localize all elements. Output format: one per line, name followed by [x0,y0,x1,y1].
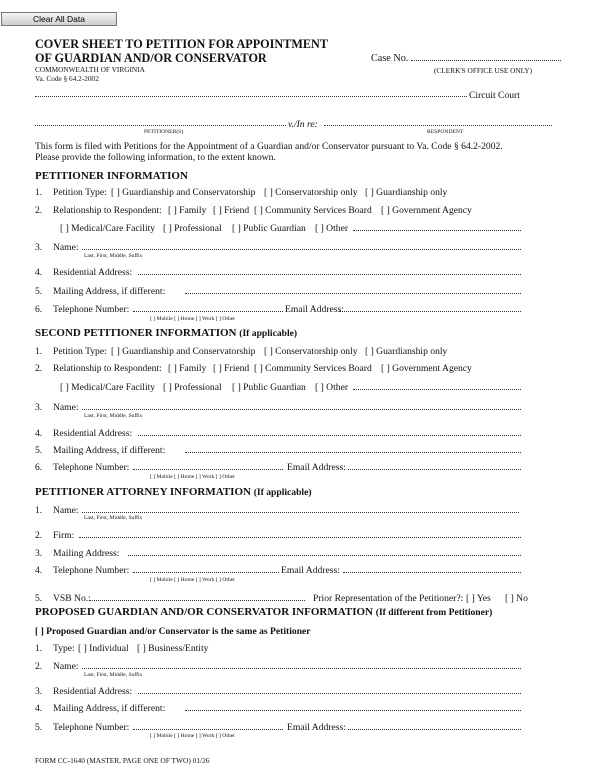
second-petitioner-subtitle: (If applicable) [239,328,298,339]
other-relationship-field[interactable] [353,222,521,231]
section-attorney-heading [35,486,312,498]
second-petitioner-residential-field[interactable] [138,427,521,436]
petitioners-field[interactable] [35,117,286,126]
name-label: Name: [53,402,79,413]
checkbox-conservatorship-only[interactable]: [ ] Conservatorship only [264,346,358,357]
item-number: 3. [35,402,43,413]
item-number: 1. [35,187,43,198]
item-number: 3. [35,686,43,697]
item-number: 2. [35,530,43,541]
item-number: 4. [35,428,43,439]
mailing-address-label: Mailing Address: [53,548,120,559]
intro-line-1: This form is filed with Petitions for the Appointment of a Guardian and/or Conservator pursuant to Va. Code § 64.2-2002. [35,141,503,152]
petitioner-mailing-address-field[interactable] [185,285,521,294]
guardian-telephone-field[interactable] [133,721,283,730]
case-no-field[interactable] [411,52,561,61]
checkbox-conservatorship-only[interactable]: [ ] Conservatorship only [264,187,358,198]
respondent-caption: RESPONDENT [427,129,464,135]
telephone-label: Telephone Number: [53,565,130,576]
checkbox-family[interactable]: [ ] Family [168,205,207,216]
petitioner-name-field[interactable] [82,241,521,250]
name-label: Name: [53,505,79,516]
attorney-name-field[interactable] [82,504,519,513]
checkbox-other[interactable]: [ ] Other [315,223,349,234]
vsb-number-field[interactable] [90,592,305,601]
guardian-mailing-field[interactable] [185,702,521,711]
item-number: 1. [35,346,43,357]
phone-type-options[interactable]: [ ] Mobile [ ] Home [ ] Work [ ] Other [150,577,236,583]
checkbox-public-guardian[interactable]: [ ] Public Guardian [232,223,306,234]
checkbox-individual[interactable]: [ ] Individual [78,643,129,654]
prior-representation-label: Prior Representation of the Petitioner?: [313,593,464,604]
checkbox-community-services-board[interactable]: [ ] Community Services Board [254,205,372,216]
checkbox-guardianship-only[interactable]: [ ] Guardianship only [365,187,448,198]
attorney-telephone-field[interactable] [133,564,279,573]
checkbox-professional[interactable]: [ ] Professional [163,223,222,234]
relationship-label: Relationship to Respondent: [53,205,162,216]
item-number: 6. [35,304,43,315]
form-footer: FORM CC-1640 (MASTER, PAGE ONE OF TWO) 01/26 [35,756,210,765]
item-number: 5. [35,593,43,604]
mailing-address-label: Mailing Address, if different: [53,445,166,456]
checkbox-professional[interactable]: [ ] Professional [163,382,222,393]
phone-type-options[interactable]: [ ] Mobile [ ] Home [ ] Work [ ] Other [150,474,236,480]
section-second-petitioner-heading [35,327,297,339]
telephone-label: Telephone Number: [53,304,130,315]
item-number: 3. [35,242,43,253]
firm-label: Firm: [53,530,75,541]
vsb-label: VSB No.: [53,593,91,604]
item-number: 1. [35,505,43,516]
item-number: 4. [35,267,43,278]
mailing-address-label: Mailing Address, if different: [53,703,166,714]
second-petitioner-mailing-field[interactable] [185,444,521,453]
email-label: Email Address: [281,565,340,576]
item-number: 5. [35,286,43,297]
email-label: Email Address: [287,722,346,733]
checkbox-guardianship-conservatorship[interactable]: [ ] Guardianship and Conservatorship [111,187,256,198]
item-number: 5. [35,722,43,733]
second-petitioner-title: SECOND PETITIONER INFORMATION [35,327,237,339]
email-label: Email Address: [287,462,346,473]
relationship-label: Relationship to Respondent: [53,363,162,374]
checkbox-other[interactable]: [ ] Other [315,382,349,393]
checkbox-government-agency[interactable]: [ ] Government Agency [381,205,472,216]
checkbox-public-guardian[interactable]: [ ] Public Guardian [232,382,306,393]
residential-address-label: Residential Address: [53,428,133,439]
phone-type-options[interactable]: [ ] Mobile [ ] Home [ ] Work [ ] Other [150,316,236,322]
checkbox-no[interactable]: [ ] No [505,593,528,604]
code-reference: Va. Code § 64.2-2002 [35,74,99,83]
vs-label: v./In re: [288,119,318,130]
section-petitioner-heading: PETITIONER INFORMATION [35,170,188,182]
checkbox-same-as-petitioner[interactable]: [ ] Proposed Guardian and/or Conservator is the same as Petitioner [35,626,311,637]
section-proposed-guardian-heading [35,606,492,618]
checkbox-guardianship-conservatorship[interactable]: [ ] Guardianship and Conservatorship [111,346,256,357]
checkbox-friend[interactable]: [ ] Friend [213,363,250,374]
guardian-email-field[interactable] [348,721,521,730]
petition-type-label: Petition Type: [53,187,107,198]
checkbox-friend[interactable]: [ ] Friend [213,205,250,216]
item-number: 6. [35,462,43,473]
circuit-court-label: Circuit Court [469,90,520,101]
checkbox-community-services-board[interactable]: [ ] Community Services Board [254,363,372,374]
name-caption: Last, First, Middle, Suffix [84,253,143,259]
second-petitioner-telephone-field[interactable] [133,461,283,470]
attorney-title: PETITIONER ATTORNEY INFORMATION [35,486,251,498]
type-label: Type: [53,643,75,654]
name-caption: Last, First, Middle, Suffix [84,413,143,419]
guardian-name-field[interactable] [82,660,521,669]
residential-address-label: Residential Address: [53,686,133,697]
attorney-email-field[interactable] [343,564,521,573]
checkbox-yes[interactable]: [ ] Yes [466,593,491,604]
checkbox-government-agency[interactable]: [ ] Government Agency [381,363,472,374]
telephone-label: Telephone Number: [53,462,130,473]
item-number: 2. [35,363,43,374]
telephone-label: Telephone Number: [53,722,130,733]
other-relationship-field[interactable] [353,381,521,390]
attorney-mailing-field[interactable] [128,547,521,556]
name-label: Name: [53,661,79,672]
item-number: 3. [35,548,43,559]
proposed-guardian-subtitle: (If different from Petitioner) [375,607,493,618]
item-number: 1. [35,643,43,654]
phone-type-options[interactable]: [ ] Mobile [ ] Home [ ] Work [ ] Other [150,733,236,739]
mailing-address-label: Mailing Address, if different: [53,286,166,297]
name-label: Name: [53,242,79,253]
respondent-field[interactable] [324,117,552,126]
clear-all-data-button[interactable]: Clear All Data [1,12,117,26]
circuit-court-field[interactable] [35,88,467,97]
item-number: 5. [35,445,43,456]
name-caption: Last, First, Middle, Suffix [84,515,143,521]
item-number: 2. [35,661,43,672]
petitioner-residential-address-field[interactable] [138,266,521,275]
form-title-line-1: COVER SHEET TO PETITION FOR APPOINTMENT [35,37,328,51]
petitioner-email-field[interactable] [339,303,521,312]
checkbox-medical-facility[interactable]: [ ] Medical/Care Facility [60,223,156,234]
petition-type-label: Petition Type: [53,346,107,357]
email-label: Email Address: [285,304,344,315]
form-title-line-2: OF GUARDIAN AND/OR CONSERVATOR [35,51,267,65]
checkbox-family[interactable]: [ ] Family [168,363,207,374]
commonwealth-label: COMMONWEALTH OF VIRGINIA [35,65,145,74]
residential-address-label: Residential Address: [53,267,133,278]
proposed-guardian-title: PROPOSED GUARDIAN AND/OR CONSERVATOR INFORMATION [35,606,373,618]
attorney-firm-field[interactable] [79,529,521,538]
guardian-residential-field[interactable] [138,685,521,694]
item-number: 4. [35,703,43,714]
checkbox-guardianship-only[interactable]: [ ] Guardianship only [365,346,448,357]
attorney-subtitle: (If applicable) [253,487,312,498]
clerk-use-note: (CLERK'S OFFICE USE ONLY) [434,66,533,75]
checkbox-medical-facility[interactable]: [ ] Medical/Care Facility [60,382,156,393]
petitioners-caption: PETITIONER(S) [144,129,184,135]
item-number: 4. [35,565,43,576]
petitioner-telephone-field[interactable] [133,303,283,312]
second-petitioner-email-field[interactable] [348,461,521,470]
checkbox-business-entity[interactable]: [ ] Business/Entity [137,643,209,654]
name-caption: Last, First, Middle, Suffix [84,672,143,678]
intro-line-2: Please provide the following information, to the extent known. [35,152,276,163]
case-no-label: Case No. [371,53,409,64]
second-petitioner-name-field[interactable] [82,401,521,410]
item-number: 2. [35,205,43,216]
